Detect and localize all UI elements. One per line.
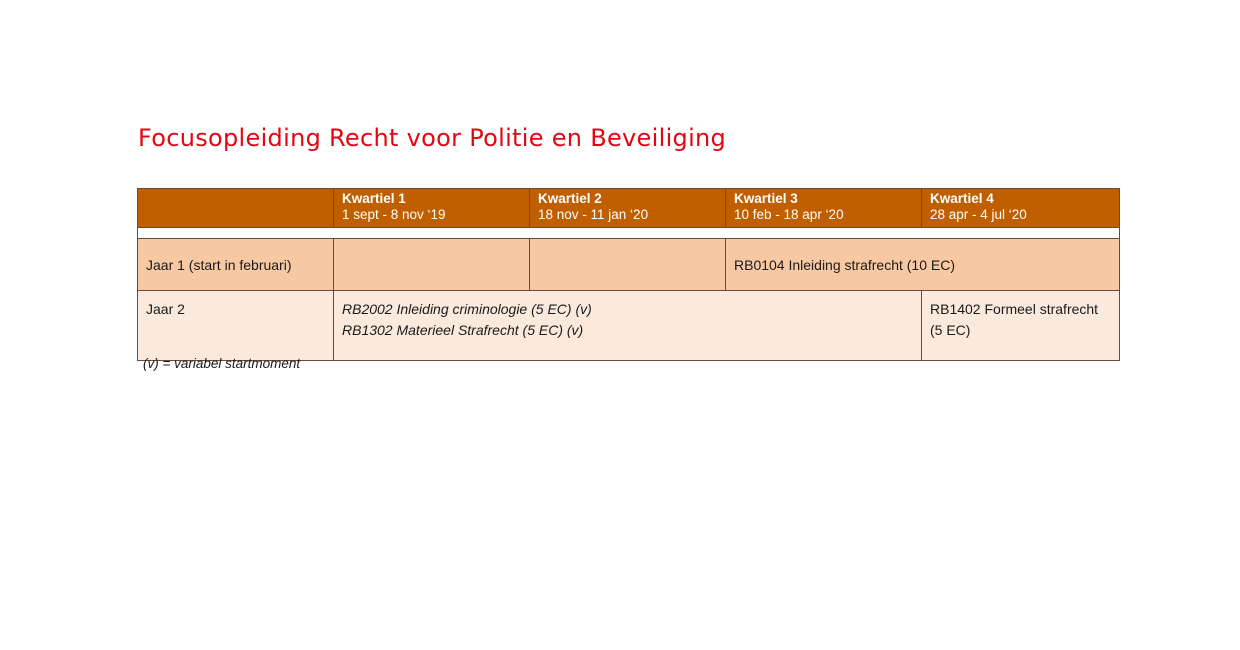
quarter-4-name: Kwartiel 4 xyxy=(930,191,994,206)
page-title: Focusopleiding Recht voor Politie en Beveiliging xyxy=(138,124,727,152)
schedule-table xyxy=(137,188,1120,361)
quarter-1-dates: 1 sept - 8 nov ‘19 xyxy=(342,207,446,222)
jaar-2-q1-q3-cell xyxy=(334,291,922,361)
footnote: (v) = variabel startmoment xyxy=(143,356,301,371)
jaar-1-q1-cell xyxy=(334,239,530,291)
table-row xyxy=(138,239,1120,291)
quarter-4-dates: 28 apr - 4 jul ‘20 xyxy=(930,207,1027,222)
table-spacer-row xyxy=(138,228,1120,239)
table-row xyxy=(138,291,1120,361)
quarter-2-dates: 18 nov - 11 jan ‘20 xyxy=(538,207,649,222)
header-quarter-3 xyxy=(726,189,922,228)
jaar-1-q2-cell xyxy=(530,239,726,291)
quarter-1-name: Kwartiel 1 xyxy=(342,191,406,206)
header-quarter-2 xyxy=(530,189,726,228)
header-quarter-1 xyxy=(334,189,530,228)
course-rb2002: RB2002 Inleiding criminologie (5 EC) (v) xyxy=(342,301,592,317)
table-header-row xyxy=(138,189,1120,228)
row-label-jaar-2: Jaar 2 xyxy=(138,291,334,361)
row-label-jaar-1: Jaar 1 (start in februari) xyxy=(138,239,334,291)
header-corner-cell xyxy=(138,189,334,228)
jaar-1-q3-q4-cell: RB0104 Inleiding strafrecht (10 EC) xyxy=(726,239,1120,291)
header-quarter-4 xyxy=(922,189,1120,228)
quarter-2-name: Kwartiel 2 xyxy=(538,191,602,206)
quarter-3-dates: 10 feb - 18 apr ‘20 xyxy=(734,207,844,222)
quarter-3-name: Kwartiel 3 xyxy=(734,191,798,206)
jaar-2-q4-cell: RB1402 Formeel strafrecht (5 EC) xyxy=(922,291,1120,361)
spacer-cell xyxy=(138,228,1120,239)
course-rb1302: RB1302 Materieel Strafrecht (5 EC) (v) xyxy=(342,322,584,338)
